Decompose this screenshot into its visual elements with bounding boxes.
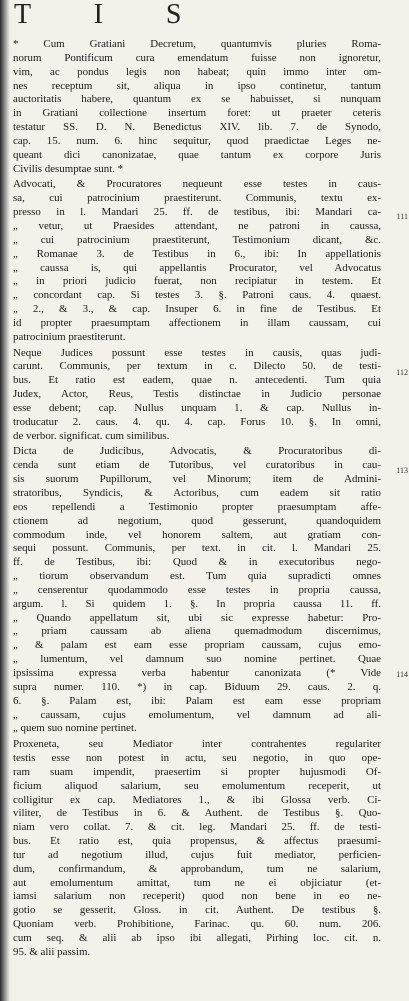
text-line: „ lumentum, vel damnum suo nomine pertinet. Quae [13,653,381,666]
text-line: ficium aliquod salarium, seu emolumentum receperit, ut [13,779,381,792]
text-line: presso in l. Mandari 25. ff. de testibus, ibi: Mandari ca- [13,206,381,219]
text-line: „ 2., & 3., & cap. Insuper 6. in fine de Testibus. Et [13,303,381,316]
text-line: sis suorum Pupillorum, vel Minorum; item de Admini- [13,473,381,486]
text-line: troducatur 2. caus. 4. qu. 4. cap. Forus 10. §. In omni, [13,415,381,428]
text-line: iamsi salarium non receperit) quod non bene in eo ne- [13,890,381,903]
text-line: auctoritatis habere, quantum ex se habuisset, si nunquam [13,93,381,106]
paragraph [13,738,381,960]
text-line: de verbor. significat. cum similibus. [13,429,170,442]
text-line: cum seq. & alii ab ipso ibi allegati, Pirhing loc. cit. n. [13,932,381,944]
text-line: ctionem ad negotium, quod gesserunt, quandoquidem [13,514,381,527]
text-line: nes receptum sit, aliqua in ipso continetur, tantum [13,79,381,92]
text-line: „ tiorum observandum est. Tum quia supradicti omnes [13,570,381,583]
paragraph [13,445,381,736]
paragraph [13,38,381,176]
paragraph [13,178,381,344]
text-line: in Gratiani collectione insertum foret: ut praeter ceteris [13,107,381,120]
paragraph [13,347,381,444]
text-line: „ caussa is, qui appellantis Procurator, vel Advocatus [13,261,381,274]
text-line: viliter, de Testibus in 6. & Authent. de Testibus §. Quo- [13,807,381,820]
text-line: ipsissima expressa verba habentur canonizata (* Vide [13,666,381,679]
text-line: tur ad negotium illud, cujus fuit mediator, perficien- [13,848,381,861]
text-line: vim, ac pondus legis non habeat; quin immo inter om- [13,65,381,78]
text-line: „ priam caussam ab aliena quemadmodum discernimus, [13,625,381,638]
text-line: eos repellendi a Testimonio propter praesumptam affe- [13,500,381,513]
text-line: „ concordant cap. Si testes 3. §. Patroni caus. 4. quaest. [13,289,381,302]
margin-number: 113 [396,466,408,475]
text-line: „ Quando appellatum sit, ubi sic expresse habetur: Pro- [13,611,381,624]
text-line: supra numer. 110. *) in cap. Biduum 29. caus. 2. q. [13,680,381,693]
text-line: ff. de Testibus, ibi: Quod & in executoribus nego- [13,556,381,569]
text-line: cenda sunt etiam de Tutoribus, vel curatoribus in cau- [13,459,381,472]
text-line: dum, confirmandum, & approbandum, tum ne salarium, [13,862,381,875]
text-line: „ caussam, cujus emolumentum, vel damnum ad ali- [13,708,381,721]
text-line: stratoribus, Syndicis, & Actoribus, cum eadem sit ratio [13,487,381,499]
text-line: Advocati, & Procuratores nequeunt esse testes in caus- [13,178,381,191]
text-line: * Cum Gratiani Decretum, quantumvis pluries Roma- [13,38,381,50]
text-line: ram suam impendit, praesertim si propter hujusmodi Of- [13,765,381,778]
text-line: gotio se gesserit. Gloss. in cit. Authent. De testibus §. [13,904,381,917]
text-line: cap. 15. num. 6. hinc sequitur, quod praedictae Leges ne- [13,134,381,147]
text-line: norum Pontificum cura emendatum fuisse non ignoretur, [13,51,381,64]
text-line: niam vero collat. 7. & cit. leg. Mandari 25. ff. de testi- [13,821,381,834]
page-text [13,38,381,960]
text-line: patrocinium praestiterunt. [13,330,126,343]
text-line: Dicta de Judicibus, Advocatis, & Procuratoribus di- [13,445,381,458]
text-line: „ censerentur quodammodo esse testes in propria caussa, [13,583,381,596]
text-line: „ vetur, ut Praesides attendant, ne patroni in caussa, [13,219,381,232]
text-line: Neque Judices possunt esse testes in causis, quas judi- [13,346,381,359]
text-line: bus. Et ratio est eadem, quae n. antecedenti. Tum quia [13,374,381,387]
text-line: testis esse non potest in actu, seu negotio, in quo ope- [13,752,381,765]
text-line: „ in priori judicio fuerat, non recipiatur in testem. Et [13,275,381,288]
text-line: Quoniam verb. Prohibitione, Farinac. qu. 60. num. 206. [13,918,381,931]
text-line: esse debent; cap. Nullus unquam 1. & cap. Nullus in- [13,401,381,414]
text-line: 95. & alii passim. [13,945,91,958]
text-line: „ & palam est eam esse propriam caussam, cujus emo- [13,639,381,652]
text-line: aut emolumentum amittat, tum ne ei objiciatur (et- [13,876,381,889]
margin-number: 112 [396,368,408,377]
text-line: Civilis desumptae sunt. * [13,162,124,175]
binding-shadow [0,0,10,1001]
text-line: sa, cui patrocinium praestiterunt. Communis, textu ex- [13,192,381,205]
text-line: argum. l. Si quidem 1. §. In propria caussa 11. ff. [13,597,381,610]
text-line: Proxeneta, seu Mediator inter contrahentes regulariter [13,738,381,751]
text-line: carunt. Communis, per textum in c. Dilecto 50. de testi- [13,360,381,373]
text-line: queant dici canonizatae, quae tantum ex corpore Juris [13,148,381,161]
page-header: T I S [14,0,210,30]
text-line: bus. Et ratio est, quia propensus, & affectus praesumi- [13,835,381,848]
text-line: „ cui patrocinium praestiterunt, Testimonium dicant, &c. [13,233,381,246]
text-line: testatur SS. D. N. Benedictus XIV. lib. 7. de Synodo, [13,121,381,134]
text-line: 6. §. Palam est, ibi: Palam est eam esse propriam [13,694,381,707]
margin-number: 111 [396,212,408,221]
text-line: „ quem suo nomine pertinet. [13,722,137,735]
text-line: commodum inde, vel honorem saltem, aut gratiam con- [13,528,381,541]
text-line: Judex, Actor, Reus, Testis distinctae in Judicio personae [13,388,381,401]
text-line: „ Romanae 3. de Testibus in 6., ibi: In appellationis [13,247,381,260]
margin-number: 114 [396,670,408,679]
text-line: colligitur ex cap. Mediatores 1., & ibi Glossa verb. Ci- [13,793,381,806]
text-line: id propter praesumptam affectionem in illam caussam, cui [13,316,381,329]
text-line: sequi possunt. Communis, per text. in cit. l. Mandari 25. [13,542,381,555]
